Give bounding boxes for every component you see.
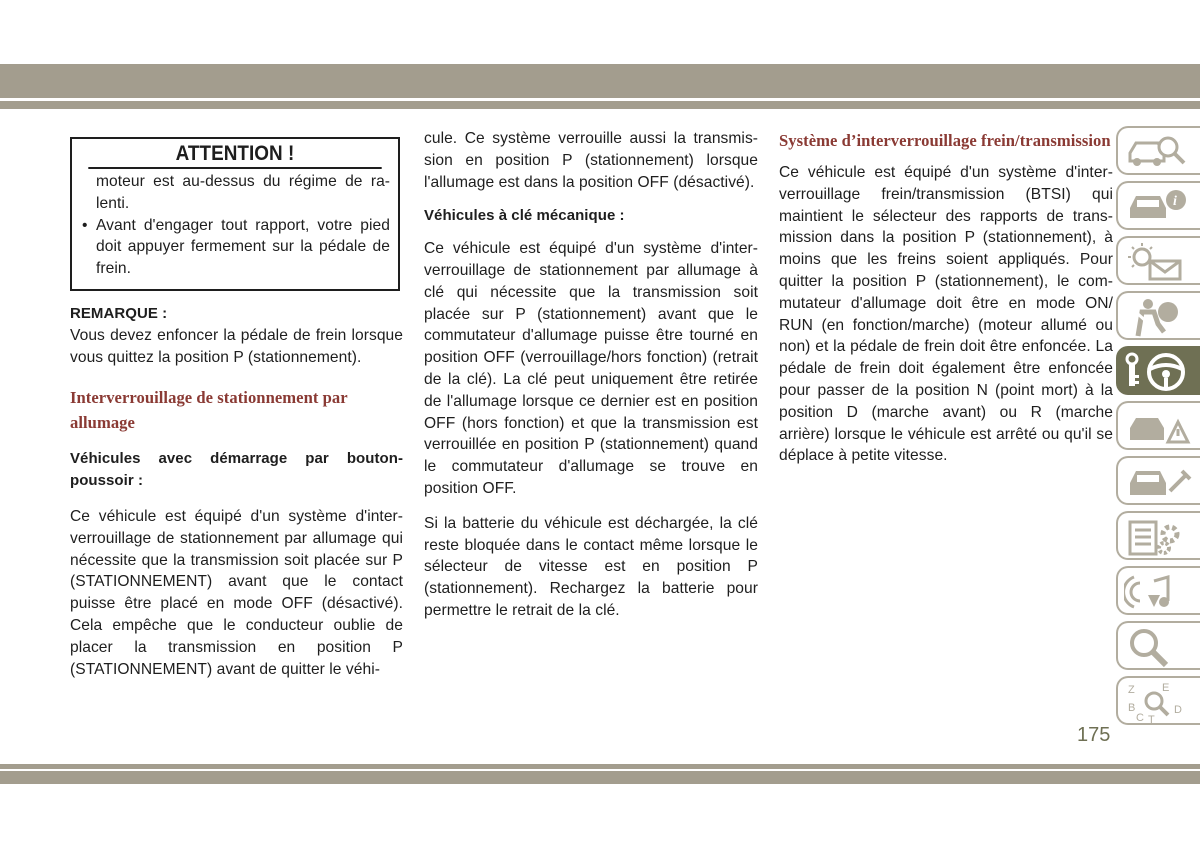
car-service-icon: [1124, 461, 1194, 503]
paragraph-continued: cule. Ce système verrouille aussi la transmission en position P (stationnement) lorsque l'allumage est dans la position OFF (désactivé).: [424, 130, 758, 191]
index-alphabet-icon: [1124, 681, 1194, 723]
tab-search[interactable]: [1116, 621, 1200, 670]
paragraph-ignition-interlock: Ce véhicule est équipé d'un système d'interverrouillage de stationnement par allumage qui nécessite que la transmission soit placée sur P (STATIONNEMENT) avant que le contact puisse être placé en mode OFF (désactivé). Cela empêche que le conducteur oublie de placer la transmission en position P (STATIONNEMENT) avant de quitter le véhi-: [70, 507, 403, 678]
paragraph-mechanical-key: Ce véhicule est équipé d'un système d'interverrouillage de stationnement par allumage à clé qui nécessite que la transmission soit placée sur P (stationnement) avant que le commutateur d'allumage puisse être tourné en position OFF (verrouillage/hors fonction) (retrait de la clé). La clé peut uniquement être retirée de l'allumage lorsque ce dernier est en position OFF (hors fonction) et que la transmission est verrouillée en position P (stationnement) quand le commutateur d'allumage se trouve en position OFF.: [424, 240, 758, 497]
index-letter-d: D: [1174, 704, 1182, 716]
attention-bullet-text: Avant d'engager tout rapport, votre pied doit appuyer fermement sur la pédale de frein.: [96, 216, 390, 278]
tab-car-info[interactable]: [1116, 181, 1200, 230]
road-warning-icon: [1124, 406, 1194, 448]
index-letter-t: T: [1148, 714, 1155, 723]
header-band: [0, 64, 1200, 98]
column-2: [424, 128, 758, 622]
multimedia-icon: [1124, 571, 1194, 613]
tab-emergency[interactable]: [1116, 401, 1200, 450]
section-title-ignition-interlock: Interverrouillage de stationnement par allumage: [70, 388, 348, 433]
section-title-btsi: Système d’interverrouillage frein/transmission: [779, 131, 1111, 150]
index-letter-c: C: [1136, 712, 1144, 723]
key-steering-wheel-icon: [1124, 351, 1194, 393]
chapter-tabs: [1116, 126, 1200, 731]
subhead-mechanical-key: Véhicules à clé mécanique :: [424, 207, 625, 225]
search-magnifier-icon: [1124, 626, 1194, 668]
tab-index[interactable]: [1116, 676, 1200, 725]
footer-rule: [0, 764, 1200, 769]
tab-car-search[interactable]: [1116, 126, 1200, 175]
tab-warning-lights[interactable]: [1116, 236, 1200, 285]
specs-gear-icon: [1124, 516, 1194, 558]
column-1: [70, 128, 403, 680]
bullet-dot: •: [82, 216, 88, 234]
index-letter-e: E: [1162, 682, 1170, 694]
paragraph-btsi: Ce véhicule est équipé d'un système d'interverrouillage frein/transmission (BTSI) qui maintient le sélecteur des rapports de transmission dans la position P (stationnement), à moins que les freins soient appliqués. Pour quitter la position P (stationnement), le commutateur d'allumage doit être en mode ON/ RUN (en fonction/marche) (moteur allumé ou non) et la pédale de frein doit être enfoncée. La pédale de frein doit également être enfoncée pour passer de la position N (point mort) à la position D (marche avant) ou R (marche arrière) lorsque le véhicule est arrêté ou qu'il se déplace à petite vitesse.: [779, 164, 1113, 465]
tab-specifications[interactable]: [1116, 511, 1200, 560]
attention-title: ATTENTION !: [88, 139, 381, 169]
attention-body: [72, 169, 398, 289]
car-search-icon: [1124, 131, 1194, 173]
paragraph-battery: Si la batterie du véhicule est déchargée, la clé reste bloquée dans le contact même lorsque le sélecteur de vitesse est en position P (stationnement). Rechargez la batterie pour permettre le retrait de la clé.: [424, 514, 758, 619]
subhead-push-button: Véhicules avec démarrage par bouton-poussoir :: [70, 450, 403, 490]
car-info-icon: [1124, 186, 1194, 228]
tab-starting-operating[interactable]: [1116, 346, 1200, 395]
tab-safety[interactable]: [1116, 291, 1200, 340]
footer-band: [0, 771, 1200, 784]
attention-continued-text: moteur est au-dessus du régime de ralenti.: [96, 173, 390, 212]
column-3: [779, 128, 1113, 467]
remark-title: REMARQUE :: [70, 304, 168, 322]
header-rule: [0, 101, 1200, 109]
page-number: 175: [1077, 724, 1111, 746]
warning-light-message-icon: [1124, 241, 1194, 283]
tab-multimedia[interactable]: [1116, 566, 1200, 615]
airbag-safety-icon: [1124, 296, 1194, 338]
remark-text: Vous devez enfoncer la pédale de frein lorsque vous quittez la position P (stationnement).: [70, 326, 403, 366]
index-letter-b: B: [1128, 702, 1136, 714]
attention-box: [70, 137, 400, 291]
index-letter-z: Z: [1128, 684, 1135, 696]
svg-text:i: i: [1173, 194, 1177, 209]
tab-servicing[interactable]: [1116, 456, 1200, 505]
attention-bullet-item: [82, 215, 390, 280]
